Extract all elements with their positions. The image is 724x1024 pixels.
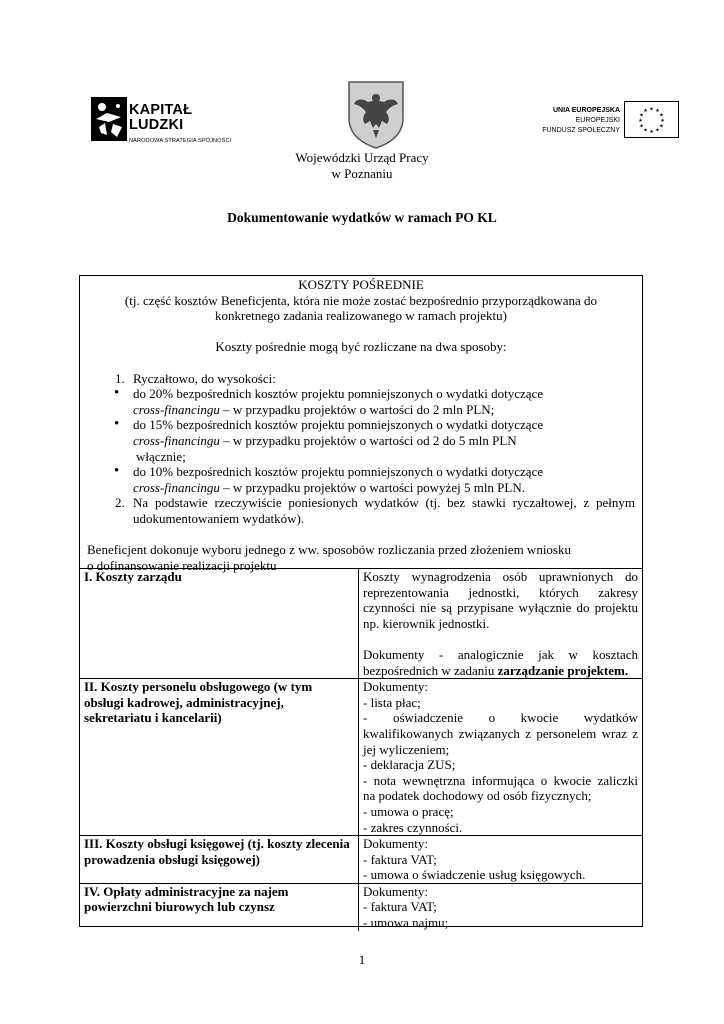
- bullet-continuation-text: – w przypadku projektów o wartości do 2 mln PLN;: [219, 401, 495, 417]
- row-description: [359, 883, 643, 930]
- svg-text:★: ★: [659, 123, 664, 130]
- row-line: - faktura VAT;: [363, 899, 437, 915]
- bullet-continuation-text: – w przypadku projektów o wartości od 2 do 5 mln PLN: [219, 432, 517, 448]
- ue-line3: FUNDUSZ SPOŁECZNY: [542, 127, 620, 134]
- kapital-ludzki-logo: [91, 97, 232, 144]
- svg-text:★: ★: [649, 129, 654, 135]
- row-line: czynności nie są przypisane wyłącznie do projektu: [363, 600, 638, 616]
- list-item: [87, 417, 635, 433]
- row-line: - oświadczenie o kwocie wydatków: [363, 710, 638, 726]
- bullet-italic-term: cross-financingu: [133, 432, 220, 448]
- svg-text:★: ★: [655, 108, 660, 114]
- row-line: [363, 663, 638, 679]
- list-item-text: Ryczałtowo, do wysokości:: [133, 370, 276, 386]
- table-row: [80, 679, 642, 836]
- bullet-icon: •: [114, 385, 120, 402]
- box-subheading-1: (tj. część kosztów Beneficjenta, która nie może zostać bezpośrednio przyporządkowana do: [124, 292, 598, 308]
- row-line: Dokumenty:: [363, 836, 428, 852]
- kapital-ludzki-emblem-icon: [91, 97, 127, 141]
- office-name-line2: w Poznaniu: [331, 166, 393, 181]
- kapital-ludzki-title: KAPITAŁ LUDZKI: [129, 102, 193, 133]
- list-item: [87, 464, 635, 480]
- list-item: [87, 495, 635, 511]
- settlement-methods: Koszty pośrednie mogą być rozliczane na dwa sposoby:: [215, 339, 507, 355]
- row-line: Koszty wynagrodzenia osób uprawnionych do: [363, 569, 638, 584]
- row-title: III. Koszty obsługi księgowej (tj. koszty zlecenia prowadzenia obsługi księgowej): [80, 836, 359, 884]
- bullet-icon: •: [114, 463, 120, 480]
- row-line: kwalifikowanych związanych z personelem wraz z: [363, 725, 638, 741]
- row-title: IV. Opłaty administracyjne za najem powierzchni biurowych lub czynsz: [80, 883, 359, 930]
- row-line: jej wyliczeniem;: [363, 741, 450, 757]
- table-row: [80, 836, 642, 884]
- row-line: Dokumenty - analogicznie jak w kosztach: [363, 646, 638, 662]
- svg-text:★: ★: [643, 127, 648, 134]
- eu-flag-icon: [624, 101, 679, 138]
- table-row: [80, 883, 642, 930]
- list-item-text: Na podstawie rzeczywiście poniesionych wydatków (tj. bez stawki ryczałtowej, z pełnym: [133, 495, 635, 511]
- row-line: - umowa o pracę;: [363, 803, 454, 819]
- row-line: - lista płac;: [363, 694, 421, 710]
- svg-text:★: ★: [638, 118, 643, 124]
- wielkopolska-crest-icon: [346, 80, 406, 150]
- row-line: Dokumenty:: [363, 883, 428, 899]
- bullet-continuation-2: włącznie;: [136, 448, 186, 464]
- kapital-ludzki-subtitle: NARODOWA STRATEGIA SPÓJNOŚCI: [129, 138, 232, 144]
- ue-line1: UNIA EUROPEJSKA: [552, 107, 620, 114]
- choice-statement-1: Beneficjent dokonuje wyboru jednego z ww. sposobów rozliczania przed złożeniem wniosku: [87, 542, 571, 558]
- row-description: [359, 836, 643, 884]
- bullet-text: do 10% bezpośrednich kosztów projektu pomniejszonych o wydatki dotyczące: [133, 464, 544, 480]
- page-number: 1: [358, 952, 366, 967]
- bullet-continuation: [87, 433, 635, 449]
- eu-esf-logo: [530, 101, 680, 139]
- row-description: [359, 679, 643, 836]
- list-number: 2.: [115, 495, 125, 511]
- bullet-continuation: [87, 480, 635, 496]
- svg-text:★: ★: [639, 123, 644, 130]
- list-item: [87, 371, 635, 387]
- row-line: - zakres czynności.: [363, 819, 463, 835]
- office-name-line1: Wojewódzki Urząd Pracy: [295, 150, 429, 165]
- svg-text:★: ★: [643, 108, 648, 114]
- bullet-italic-term: cross-financingu: [133, 401, 220, 417]
- box-heading: KOSZTY POŚREDNIE: [298, 277, 424, 292]
- svg-text:★: ★: [660, 118, 665, 124]
- bullet-continuation: [87, 402, 635, 418]
- bullet-continuation-text: – w przypadku projektów o wartości powyżej 5 mln PLN.: [219, 479, 525, 495]
- row-line: reprezentowania jednostki, których zakresy: [363, 584, 638, 600]
- row-line: - nota wewnętrzna informująca o kwocie zaliczki: [363, 772, 638, 788]
- indirect-costs-box: [79, 275, 643, 931]
- table-row: [80, 569, 642, 679]
- row-line: - umowa o świadczenie usług księgowych.: [363, 867, 586, 883]
- svg-text:★: ★: [639, 112, 644, 119]
- row-line-bold: zarządzanie projektem.: [497, 662, 629, 678]
- ue-line2: EUROPEJSKI: [575, 117, 620, 124]
- row-line-text: bezpośrednich w zadaniu: [363, 662, 498, 678]
- row-line: - deklaracja ZUS;: [363, 757, 456, 773]
- bullet-icon: •: [114, 416, 120, 433]
- row-line: Dokumenty:: [363, 679, 428, 695]
- row-line: na podatek dochodowy od osób fizycznych;: [363, 788, 592, 804]
- row-line: - faktura VAT;: [363, 851, 437, 867]
- bullet-text: do 15% bezpośrednich kosztów projektu pomniejszonych o wydatki dotyczące: [133, 417, 544, 433]
- bullet-italic-term: cross-financingu: [133, 479, 220, 495]
- row-title: I. Koszty zarządu: [80, 569, 359, 679]
- svg-text:★: ★: [659, 112, 664, 119]
- row-line: np. kierownik jednostki.: [363, 615, 490, 631]
- box-subheading-2: konkretnego zadania realizowanego w ramach projektu): [214, 308, 507, 324]
- list-number: 1.: [115, 370, 125, 386]
- cost-categories-table: [80, 568, 642, 931]
- row-description: [359, 569, 643, 679]
- list-item: [87, 386, 635, 402]
- row-line: - umowa najmu;: [363, 915, 449, 931]
- bullet-text: do 20% bezpośrednich kosztów projektu pomniejszonych o wydatki dotyczące: [133, 386, 544, 402]
- list-item-continuation: udokumentowaniem wydatków).: [133, 510, 305, 526]
- document-title: Dokumentowanie wydatków w ramach PO KL: [227, 210, 497, 225]
- svg-text:★: ★: [649, 106, 654, 113]
- row-title: II. Koszty personelu obsługowego (w tym obsługi kadrowej, administracyjnej, sekretariatu i kancelarii): [80, 679, 359, 836]
- svg-text:★: ★: [655, 127, 660, 134]
- choice-statement-2: o dofinansowanie realizacji projektu: [87, 557, 277, 573]
